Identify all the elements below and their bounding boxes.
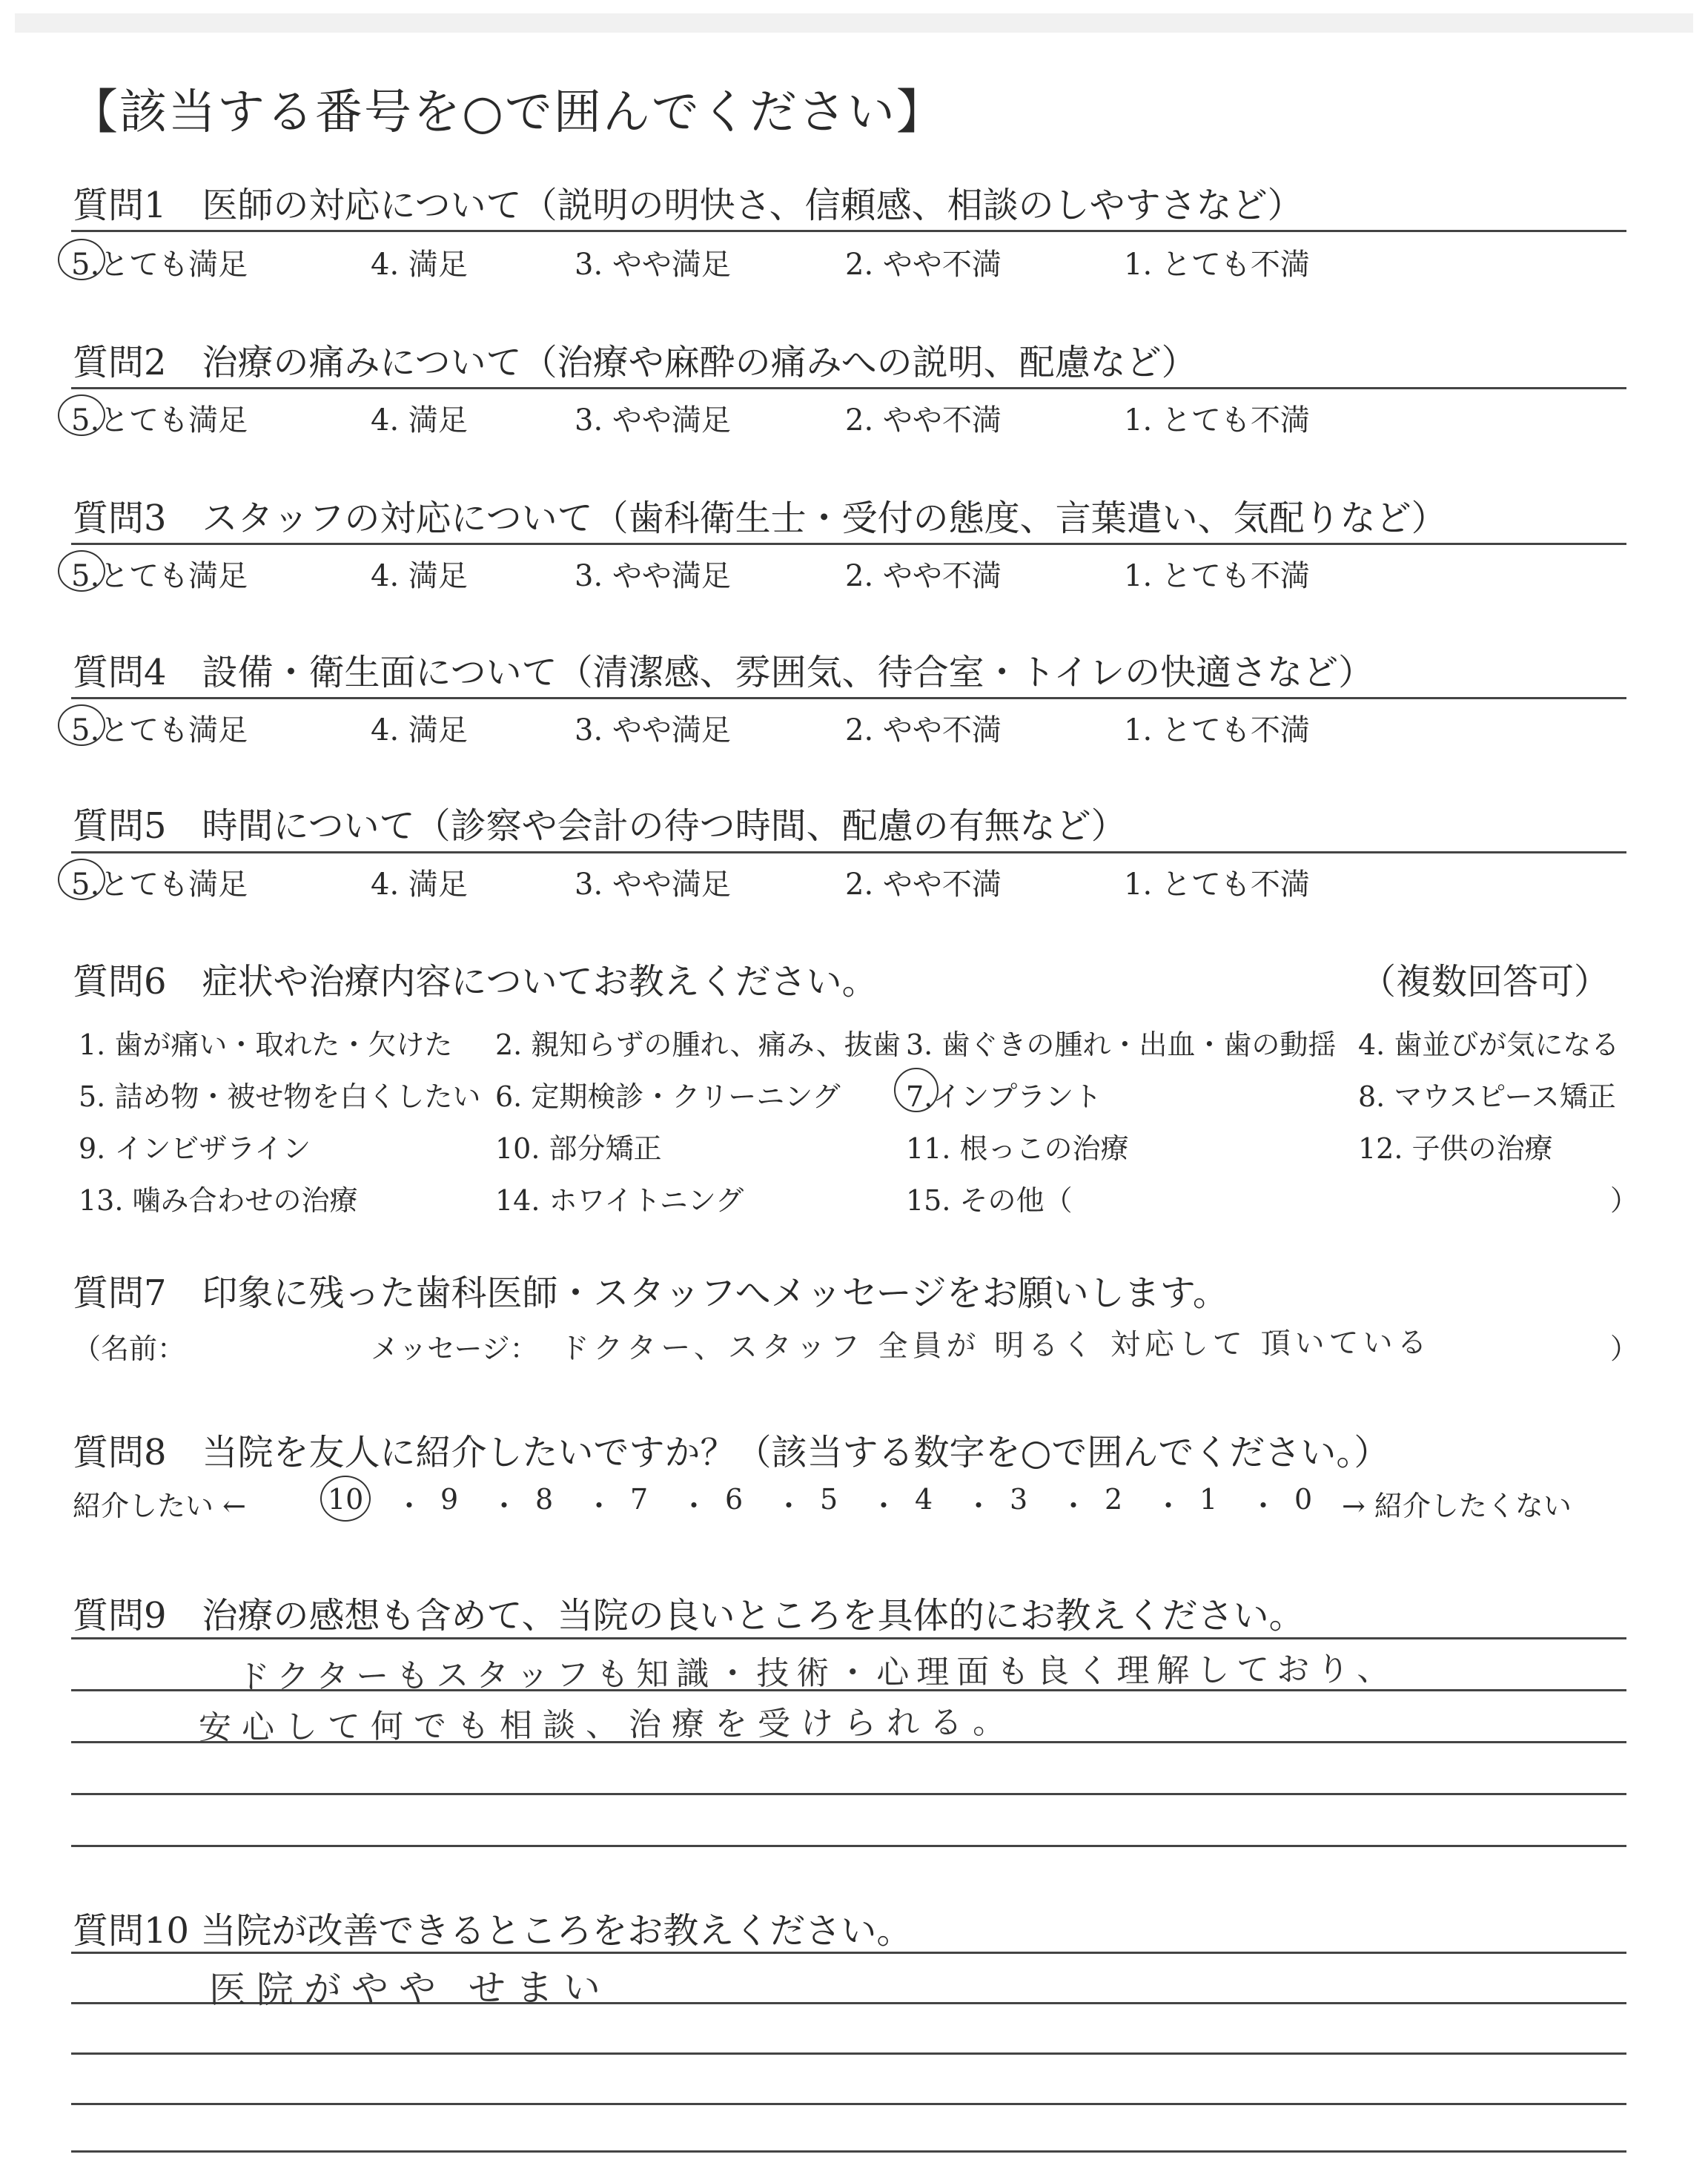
q8-score-4[interactable]: 4 [915, 1483, 933, 1516]
question-6-title: 質問6 症状や治療内容についてお教えください。 [73, 961, 878, 1003]
q8-dot: ・ [680, 1490, 709, 1522]
q1-option-3[interactable]: 3. やや満足 [575, 248, 731, 282]
q6-item-2[interactable]: 2. 親知らずの腫れ、痛み、抜歯 [495, 1028, 901, 1061]
q9-answer-line-1: ドクターもスタッフも知識・技術・心理面も良く理解しており、 [236, 1650, 1397, 1697]
question-2-title: 質問2 治療の痛みについて（治療や麻酔の痛みへの説明、配慮など） [73, 342, 1197, 383]
q6-item-10[interactable]: 10. 部分矯正 [495, 1132, 662, 1165]
q9-line-1 [71, 1637, 1626, 1639]
q10-line-5 [71, 2150, 1626, 2153]
q10-line-4 [71, 2103, 1626, 2105]
q10-line-1 [71, 1952, 1626, 1954]
q8-score-0[interactable]: 0 [1294, 1483, 1313, 1516]
q7-message-handwritten: ドクター、スタッフ 全員が 明るく 対応して 頂いている [559, 1325, 1431, 1367]
q4-option-1[interactable]: 1. とても不満 [1124, 713, 1310, 747]
q4-option-3[interactable]: 3. やや満足 [575, 713, 731, 747]
q5-option-3[interactable]: 3. やや満足 [575, 868, 731, 902]
q6-item-15-close: ） [1610, 1184, 1639, 1217]
q8-score-5[interactable]: 5 [820, 1483, 838, 1516]
q8-dot: ・ [1154, 1490, 1183, 1522]
q1-option-4[interactable]: 4. 満足 [371, 248, 468, 282]
q3-option-2[interactable]: 2. やや不満 [845, 559, 1002, 593]
q8-score-3[interactable]: 3 [1010, 1483, 1028, 1516]
q9-answer-line-2: 安心して何でも相談、治療を受けられる。 [198, 1703, 1016, 1747]
q8-score-1[interactable]: 1 [1199, 1483, 1218, 1516]
question-8-title: 質問8 当院を友人に紹介したいですか？（該当する数字を○で囲んでください。） [73, 1432, 1390, 1473]
q7-message-label: メッセージ： [371, 1332, 538, 1365]
q3-option-5[interactable]: 5.とても満足 [71, 559, 248, 593]
question-3-rule [71, 543, 1626, 545]
question-7-title: 質問7 印象に残った歯科医師・スタッフへメッセージをお願いします。 [73, 1272, 1228, 1314]
q2-option-3[interactable]: 3. やや満足 [575, 403, 731, 437]
question-5-rule [71, 851, 1626, 853]
q6-item-12[interactable]: 12. 子供の治療 [1358, 1132, 1553, 1165]
q8-dot: ・ [964, 1490, 993, 1522]
q4-option-5[interactable]: 5.とても満足 [71, 713, 248, 747]
question-9-title: 質問9 治療の感想も含めて、当院の良いところを具体的にお教えください。 [73, 1595, 1305, 1636]
q6-item-7[interactable]: 7.インプラント [906, 1080, 1102, 1113]
q10-line-3 [71, 2052, 1626, 2055]
question-1-title: 質問1 医師の対応について（説明の明快さ、信頼感、相談のしやすさなど） [73, 185, 1303, 226]
q7-close-paren: ） [1610, 1332, 1639, 1365]
q3-option-3[interactable]: 3. やや満足 [575, 559, 731, 593]
q6-item-1[interactable]: 1. 歯が痛い・取れた・欠けた [79, 1028, 453, 1061]
q5-option-1[interactable]: 1. とても不満 [1124, 868, 1310, 902]
q6-item-3[interactable]: 3. 歯ぐきの腫れ・出血・歯の動揺 [906, 1028, 1337, 1061]
q8-dot: ・ [585, 1490, 614, 1522]
q6-item-4[interactable]: 4. 歯並びが気になる [1358, 1028, 1620, 1061]
q6-item-6[interactable]: 6. 定期検診・クリーニング [495, 1080, 841, 1113]
question-4-rule [71, 697, 1626, 699]
q6-item-13[interactable]: 13. 噛み合わせの治療 [79, 1184, 358, 1217]
scan-top-strip [15, 13, 1693, 33]
q8-left-label: 紹介したい ← [73, 1490, 246, 1522]
q8-dot: ・ [775, 1490, 804, 1522]
q2-option-4[interactable]: 4. 満足 [371, 403, 468, 437]
q5-option-4[interactable]: 4. 満足 [371, 868, 468, 902]
question-4-title: 質問4 設備・衛生面について（清潔感、雰囲気、待合室・トイレの快適さなど） [73, 652, 1374, 693]
q8-score-8[interactable]: 8 [535, 1483, 554, 1516]
q8-score-9[interactable]: 9 [440, 1483, 459, 1516]
q6-item-15[interactable]: 15. その他（ [906, 1184, 1073, 1217]
question-2-rule [71, 387, 1626, 389]
q8-score-10[interactable]: 10 [328, 1483, 364, 1516]
q6-item-5[interactable]: 5. 詰め物・被せ物を白くしたい [79, 1080, 481, 1113]
q6-item-11[interactable]: 11. 根っこの治療 [906, 1132, 1129, 1165]
q2-option-5[interactable]: 5.とても満足 [71, 403, 248, 437]
q10-answer-line-1: 医院がやや せまい [208, 1966, 612, 2012]
q8-right-label: → 紹介したくない [1342, 1490, 1572, 1522]
question-5-title: 質問5 時間について（診察や会計の待つ時間、配慮の有無など） [73, 805, 1127, 847]
page-title: 【該当する番号を○で囲んでください】 [70, 85, 945, 140]
q1-option-5[interactable]: 5.とても満足 [71, 248, 248, 282]
q9-line-5 [71, 1845, 1626, 1847]
q4-option-2[interactable]: 2. やや不満 [845, 713, 1002, 747]
q5-option-5[interactable]: 5.とても満足 [71, 868, 248, 902]
q8-dot: ・ [1059, 1490, 1088, 1522]
q8-score-7[interactable]: 7 [630, 1483, 649, 1516]
q8-score-2[interactable]: 2 [1105, 1483, 1123, 1516]
q6-item-14[interactable]: 14. ホワイトニング [495, 1184, 744, 1217]
q3-option-1[interactable]: 1. とても不満 [1124, 559, 1310, 593]
q8-score-6[interactable]: 6 [725, 1483, 744, 1516]
question-3-title: 質問3 スタッフの対応について（歯科衛生士・受付の態度、言葉遣い、気配りなど） [73, 498, 1447, 539]
q1-option-2[interactable]: 2. やや不満 [845, 248, 1002, 282]
q2-option-2[interactable]: 2. やや不満 [845, 403, 1002, 437]
q8-dot: ・ [870, 1490, 898, 1522]
q6-item-8[interactable]: 8. マウスピース矯正 [1358, 1080, 1616, 1113]
q8-dot: ・ [1249, 1490, 1278, 1522]
q5-option-2[interactable]: 2. やや不満 [845, 868, 1002, 902]
q8-dot: ・ [490, 1490, 519, 1522]
question-6-note: （複数回答可） [1360, 961, 1610, 1003]
question-1-rule [71, 230, 1626, 232]
q3-option-4[interactable]: 4. 満足 [371, 559, 468, 593]
q9-line-4 [71, 1793, 1626, 1795]
q8-dot: ・ [395, 1490, 424, 1522]
question-10-title: 質問10 当院が改善できるところをお教えください。 [73, 1910, 913, 1952]
q7-name-label: （名前： [73, 1332, 186, 1365]
q4-option-4[interactable]: 4. 満足 [371, 713, 468, 747]
q2-option-1[interactable]: 1. とても不満 [1124, 403, 1310, 437]
q6-item-9[interactable]: 9. インビザライン [79, 1132, 311, 1165]
q1-option-1[interactable]: 1. とても不満 [1124, 248, 1310, 282]
